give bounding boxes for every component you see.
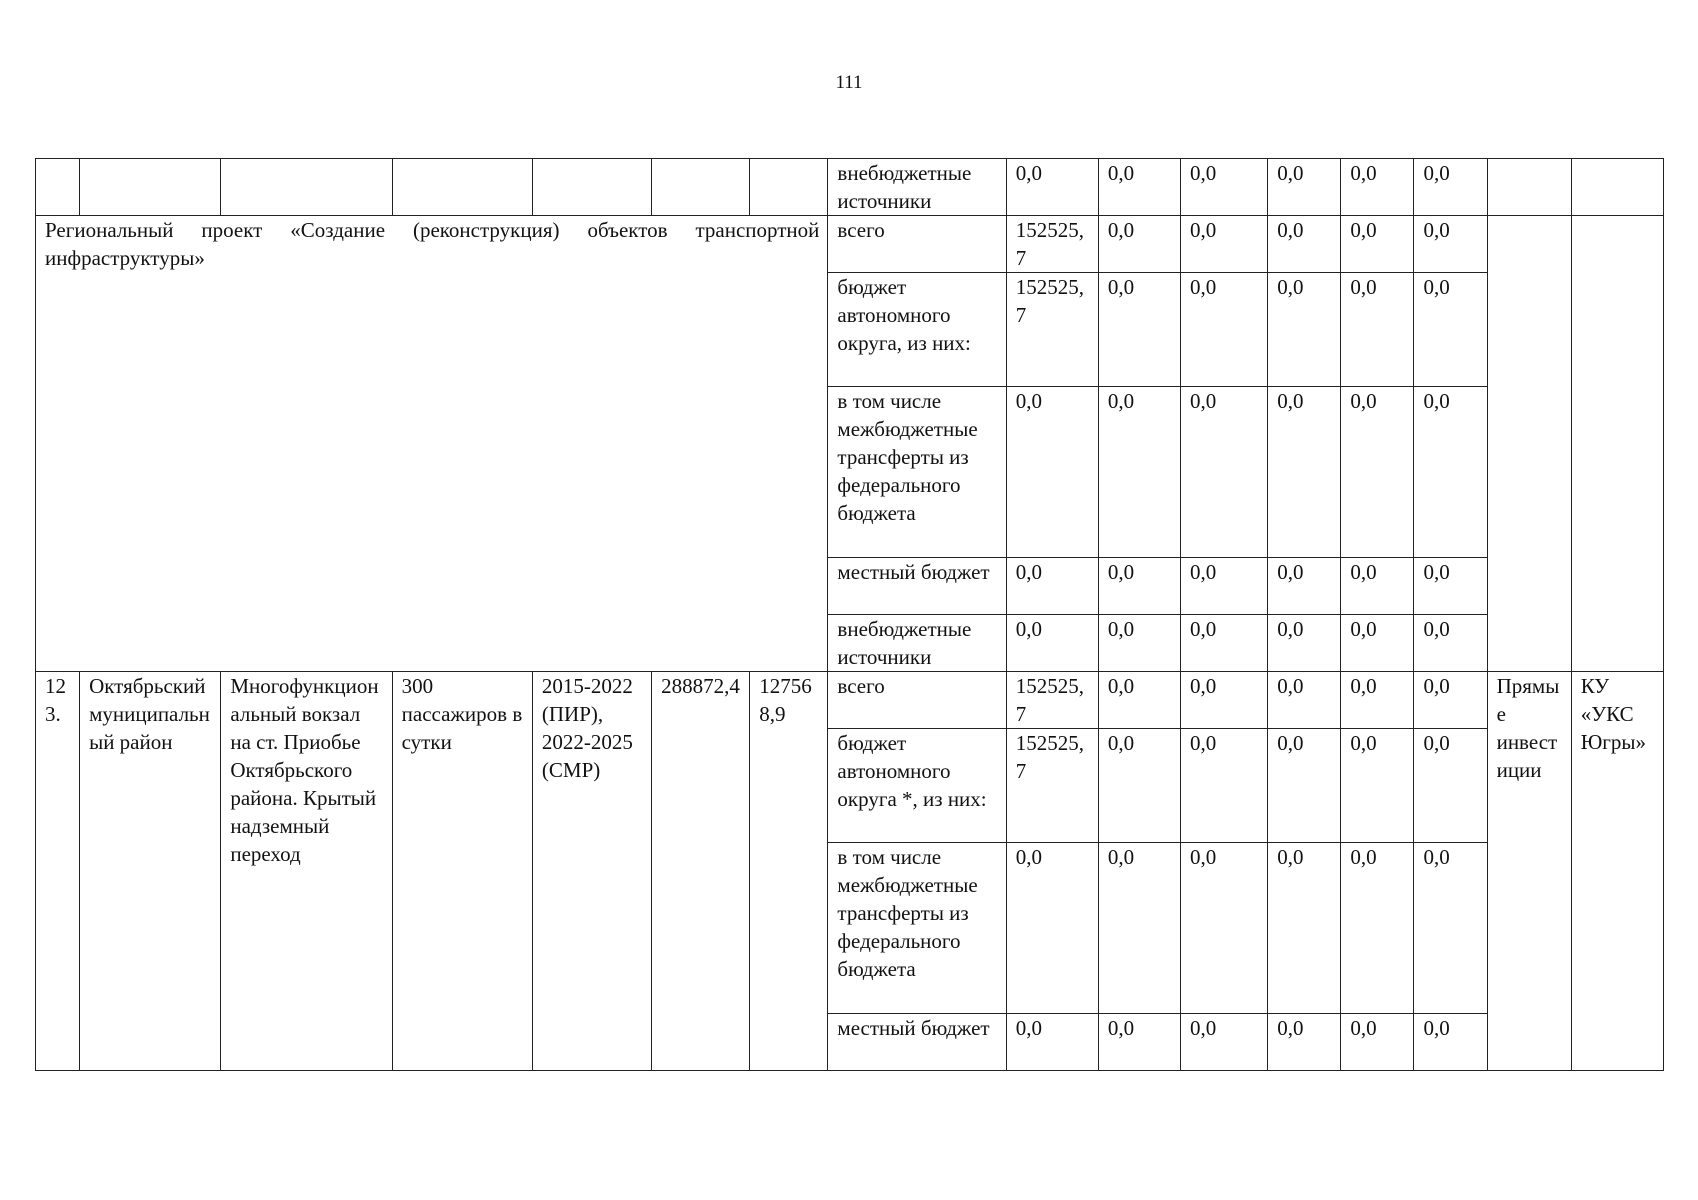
value-cell: 0,0 — [1268, 558, 1341, 615]
funding-source: местный бюджет — [828, 558, 1006, 615]
value-cell: 0,0 — [1414, 558, 1487, 615]
empty-cell — [392, 159, 532, 216]
value-cell: 0,0 — [1414, 387, 1487, 558]
value-cell: 0,0 — [1414, 672, 1487, 729]
value-cell: 0,0 — [1414, 1014, 1487, 1071]
value-cell: 0,0 — [1098, 558, 1180, 615]
value-cell: 0,0 — [1181, 558, 1268, 615]
value-cell: 0,0 — [1098, 672, 1180, 729]
value-cell: 0,0 — [1341, 216, 1414, 273]
value-cell: 0,0 — [1006, 1014, 1098, 1071]
value-cell: 0,0 — [1268, 216, 1341, 273]
value-cell: 0,0 — [1268, 1014, 1341, 1071]
value-cell: 0,0 — [1268, 843, 1341, 1014]
value-cell: 0,0 — [1181, 615, 1268, 672]
value-cell: 0,0 — [1098, 216, 1180, 273]
empty-cell — [1571, 159, 1663, 216]
table-row — [36, 672, 1664, 729]
value-cell: 0,0 — [1341, 273, 1414, 387]
value-cell: 0,0 — [1268, 615, 1341, 672]
empty-cell — [1487, 216, 1571, 672]
value-cell: 0,0 — [1341, 558, 1414, 615]
estimated-cost: 288872,4 — [652, 672, 750, 1071]
value-cell: 0,0 — [1414, 615, 1487, 672]
value-cell: 0,0 — [1181, 843, 1268, 1014]
funding-source: бюджет автономного округа, из них: — [828, 273, 1006, 387]
value-cell: 152525,7 — [1006, 273, 1098, 387]
period: 2015-2022 (ПИР), 2022-2025 (СМР) — [532, 672, 651, 1071]
customer: КУ «УКС Югры» — [1571, 672, 1663, 1071]
value-cell: 0,0 — [1414, 843, 1487, 1014]
value-cell: 0,0 — [1181, 216, 1268, 273]
value-cell: 0,0 — [1341, 615, 1414, 672]
value-cell: 0,0 — [1268, 273, 1341, 387]
value-cell: 0,0 — [1181, 1014, 1268, 1071]
funding-source: внебюджетные источники — [828, 615, 1006, 672]
value-cell: 0,0 — [1181, 273, 1268, 387]
value-cell: 0,0 — [1414, 216, 1487, 273]
table-row — [36, 216, 1664, 273]
empty-cell — [532, 159, 651, 216]
page-number: 111 — [835, 72, 863, 93]
value-cell: 0,0 — [1006, 558, 1098, 615]
empty-cell — [221, 159, 392, 216]
value-cell: 0,0 — [1268, 729, 1341, 843]
empty-cell — [652, 159, 750, 216]
regional-project-title: Региональный проект «Создание (реконструкция) объектов транспортной инфраструктуры» — [36, 216, 828, 672]
value-cell: 0,0 — [1268, 387, 1341, 558]
remaining-cost: 127568,9 — [750, 672, 828, 1071]
value-cell: 0,0 — [1181, 729, 1268, 843]
value-cell: 0,0 — [1006, 615, 1098, 672]
value-cell: 0,0 — [1341, 159, 1414, 216]
funding-source: всего — [828, 672, 1006, 729]
funding-source: в том числе межбюджетные трансферты из федерального бюджета — [828, 843, 1006, 1014]
value-cell: 0,0 — [1181, 159, 1268, 216]
funding-source: бюджет автономного округа *, из них: — [828, 729, 1006, 843]
value-cell: 0,0 — [1006, 843, 1098, 1014]
empty-cell — [1487, 159, 1571, 216]
value-cell: 152525,7 — [1006, 729, 1098, 843]
value-cell: 0,0 — [1414, 729, 1487, 843]
value-cell: 0,0 — [1181, 387, 1268, 558]
row-number: 123. — [36, 672, 80, 1071]
value-cell: 0,0 — [1414, 159, 1487, 216]
funding-source: внебюджетные источники — [828, 159, 1006, 216]
value-cell: 0,0 — [1341, 1014, 1414, 1071]
value-cell: 0,0 — [1341, 387, 1414, 558]
value-cell: 0,0 — [1006, 159, 1098, 216]
municipality: Октябрьский муниципальный район — [80, 672, 221, 1071]
value-cell: 0,0 — [1098, 1014, 1180, 1071]
value-cell: 0,0 — [1098, 843, 1180, 1014]
table-row — [36, 159, 1664, 216]
value-cell: 152525,7 — [1006, 216, 1098, 273]
empty-cell — [750, 159, 828, 216]
value-cell: 0,0 — [1098, 615, 1180, 672]
value-cell: 0,0 — [1098, 729, 1180, 843]
value-cell: 152525,7 — [1006, 672, 1098, 729]
empty-cell — [1571, 216, 1663, 672]
empty-cell — [80, 159, 221, 216]
value-cell: 0,0 — [1098, 273, 1180, 387]
investment-form: Прямые инвестиции — [1487, 672, 1571, 1071]
value-cell: 0,0 — [1268, 672, 1341, 729]
capacity: 300 пассажиров в сутки — [392, 672, 532, 1071]
empty-cell — [36, 159, 80, 216]
financing-table — [35, 158, 1664, 1071]
value-cell: 0,0 — [1341, 672, 1414, 729]
funding-source: всего — [828, 216, 1006, 273]
value-cell: 0,0 — [1098, 159, 1180, 216]
value-cell: 0,0 — [1268, 159, 1341, 216]
value-cell: 0,0 — [1006, 387, 1098, 558]
value-cell: 0,0 — [1414, 273, 1487, 387]
value-cell: 0,0 — [1341, 729, 1414, 843]
value-cell: 0,0 — [1341, 843, 1414, 1014]
value-cell: 0,0 — [1181, 672, 1268, 729]
object-name: Многофункциональный вокзал на ст. Приобье Октябрьского района. Крытый надземный переход — [221, 672, 392, 1071]
value-cell: 0,0 — [1098, 387, 1180, 558]
funding-source: в том числе межбюджетные трансферты из федерального бюджета — [828, 387, 1006, 558]
funding-source: местный бюджет — [828, 1014, 1006, 1071]
